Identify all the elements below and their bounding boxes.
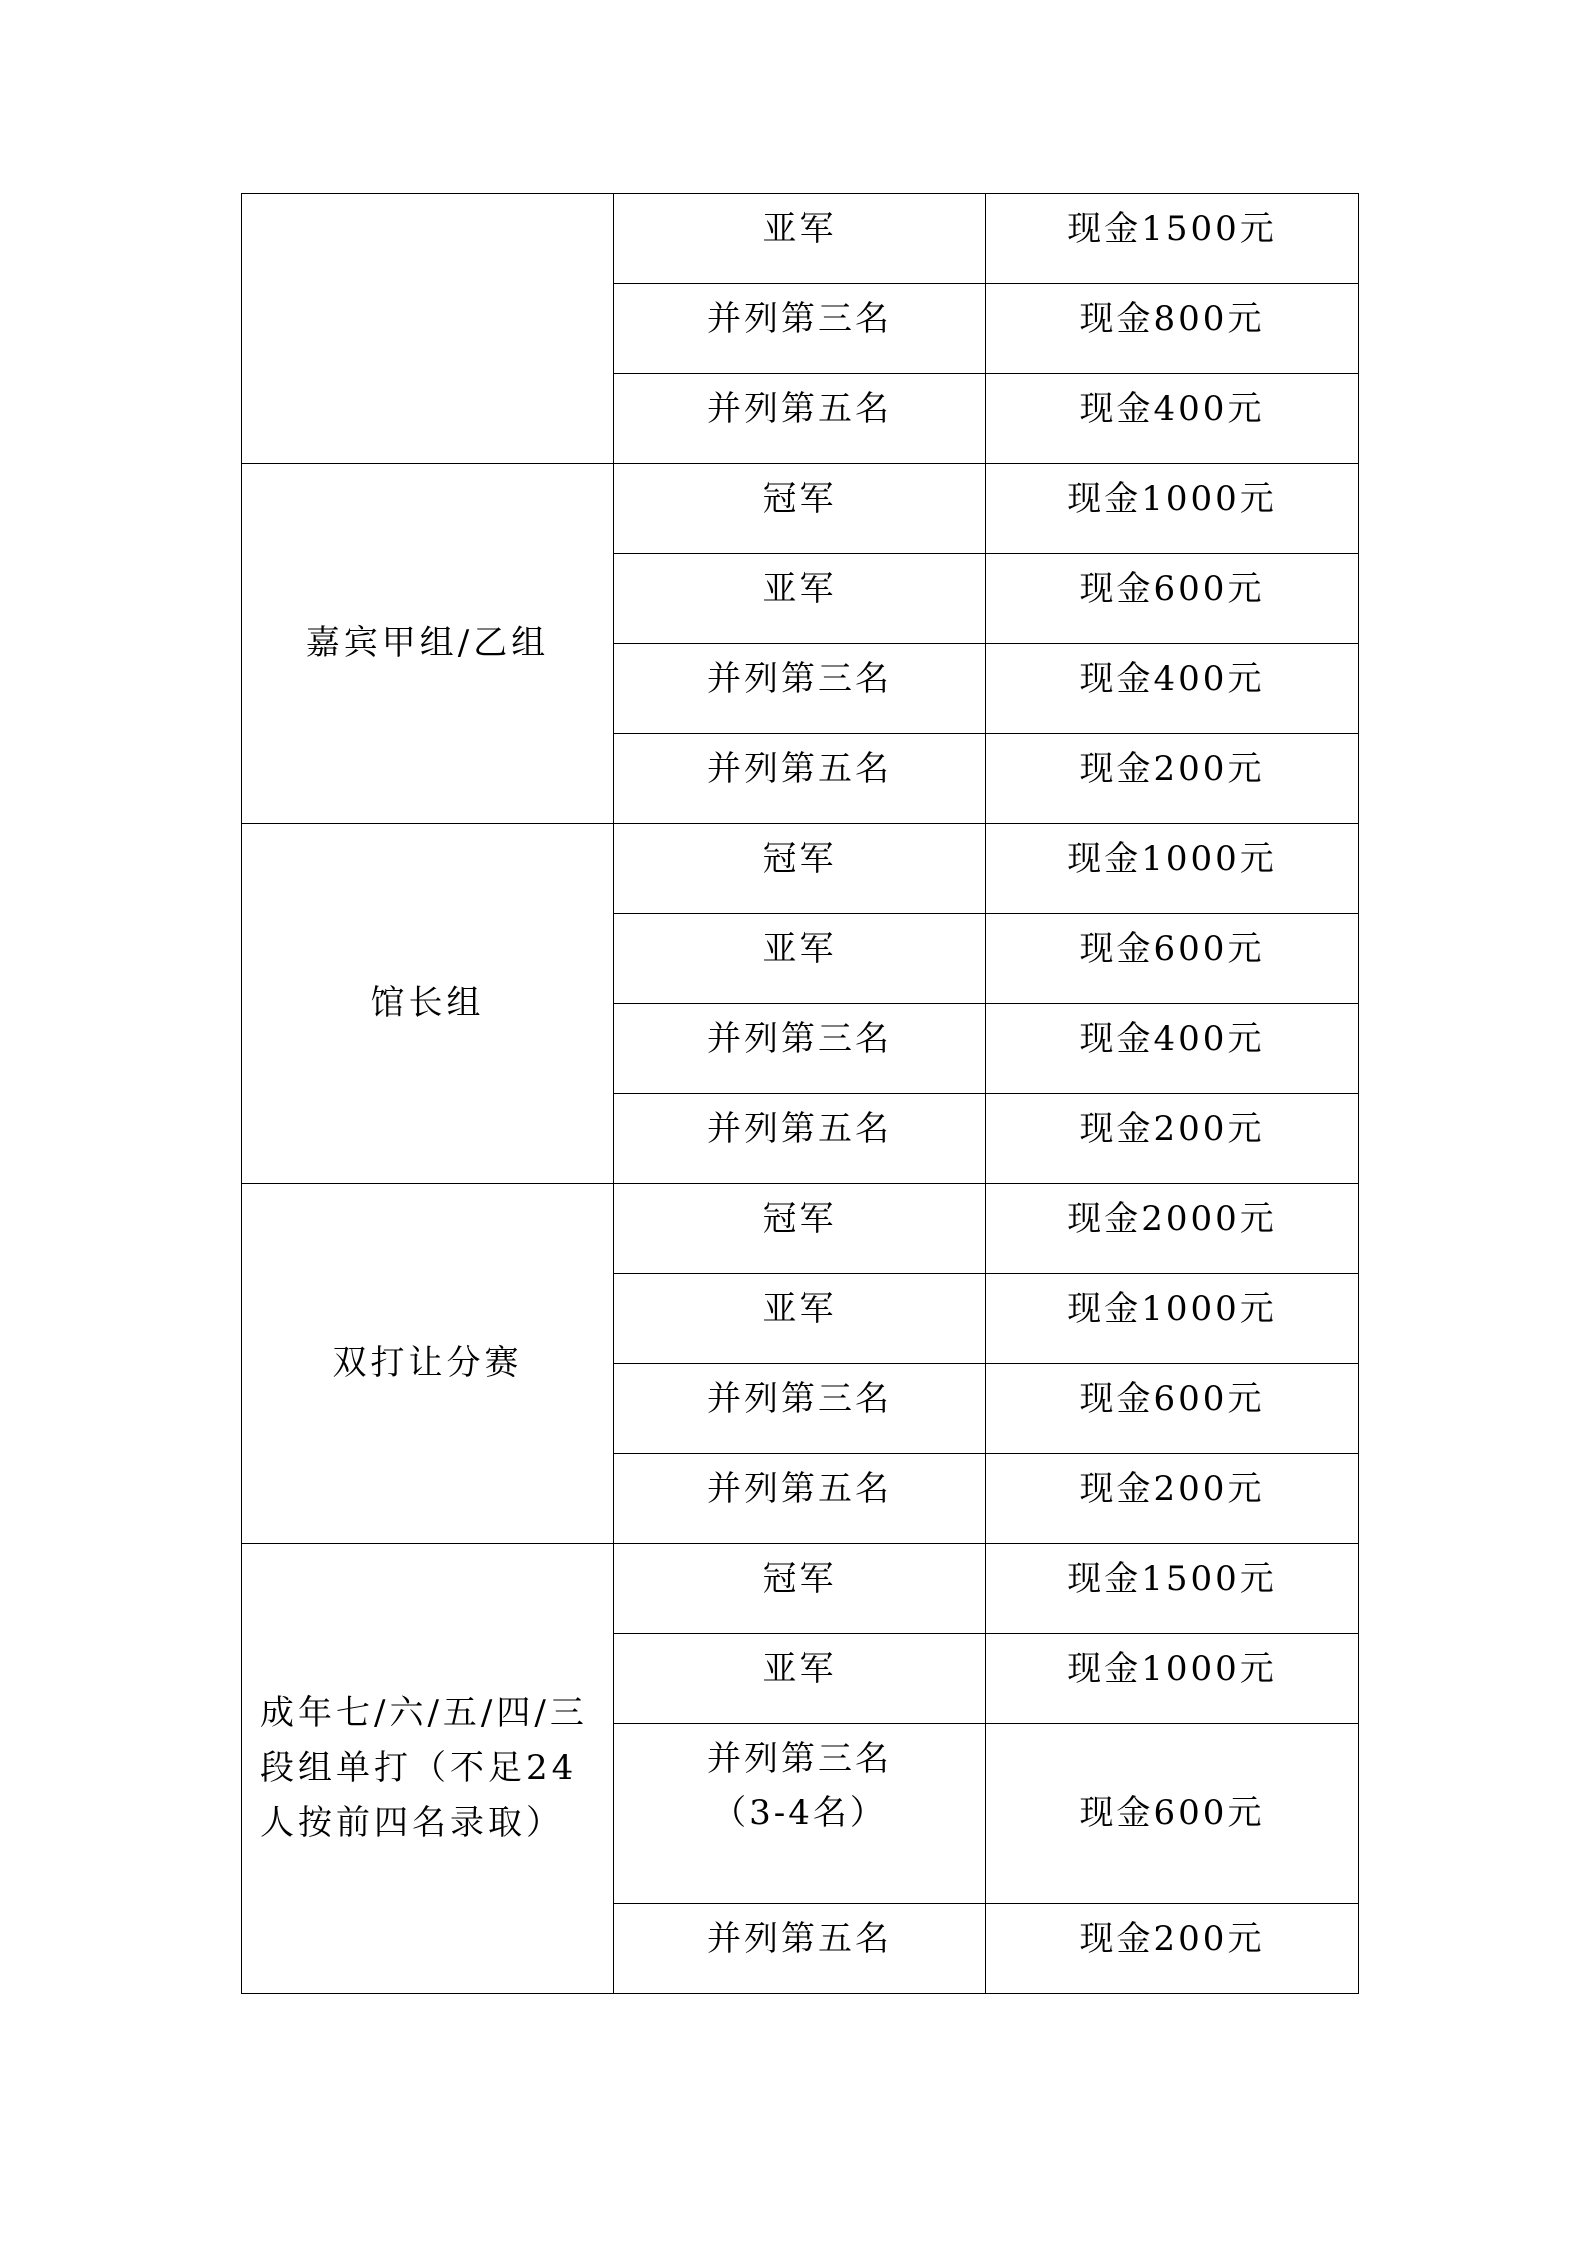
- rank-cell: 并列第五名: [614, 1454, 986, 1544]
- rank-cell: 亚军: [614, 194, 986, 284]
- group-cell: [242, 194, 614, 464]
- prize-cell: 现金600元: [986, 554, 1359, 644]
- table-row: [242, 1544, 1359, 1634]
- prize-cell: 现金1500元: [986, 1544, 1359, 1634]
- rank-cell: [614, 1724, 986, 1904]
- prize-cell: 现金1000元: [986, 1634, 1359, 1724]
- rank-cell: 亚军: [614, 1634, 986, 1724]
- rank-cell: 冠军: [614, 1184, 986, 1274]
- rank-text: 并列第三名: [707, 1739, 892, 1779]
- rank-cell: 并列第三名: [614, 1004, 986, 1094]
- prize-cell: 现金200元: [986, 734, 1359, 824]
- rank-cell: 并列第五名: [614, 734, 986, 824]
- rank-cell: 并列第三名: [614, 284, 986, 374]
- rank-cell: 冠军: [614, 824, 986, 914]
- group-cell: [242, 1184, 614, 1544]
- group-cell: [242, 824, 614, 1184]
- prize-cell: 现金200元: [986, 1454, 1359, 1544]
- prize-table: [241, 193, 1359, 1994]
- prize-cell: 现金400元: [986, 1004, 1359, 1094]
- rank-cell: 并列第五名: [614, 1094, 986, 1184]
- group-label: 馆长组: [370, 982, 485, 1023]
- rank-cell: 亚军: [614, 914, 986, 1004]
- rank-cell: 并列第三名: [614, 644, 986, 734]
- rank-cell: 并列第五名: [614, 374, 986, 464]
- group-cell: [242, 464, 614, 824]
- rank-cell: 亚军: [614, 554, 986, 644]
- prize-cell: 现金1000元: [986, 824, 1359, 914]
- rank-cell: 冠军: [614, 464, 986, 554]
- prize-cell: 现金600元: [986, 914, 1359, 1004]
- rank-cell: 并列第三名: [614, 1364, 986, 1454]
- group-cell: [242, 1544, 614, 1994]
- prize-cell: 现金1000元: [986, 1274, 1359, 1364]
- rank-cell: 并列第五名: [614, 1904, 986, 1994]
- prize-cell: 现金800元: [986, 284, 1359, 374]
- prize-cell: 现金1000元: [986, 464, 1359, 554]
- prize-cell: 现金400元: [986, 374, 1359, 464]
- prize-cell: 现金200元: [986, 1094, 1359, 1184]
- table-row: [242, 194, 1359, 284]
- table-row: [242, 1184, 1359, 1274]
- table-row: [242, 824, 1359, 914]
- group-label: 双打让分赛: [332, 1342, 523, 1383]
- prize-cell: 现金200元: [986, 1904, 1359, 1994]
- rank-cell: 亚军: [614, 1274, 986, 1364]
- prize-cell: 现金2000元: [986, 1184, 1359, 1274]
- rank-note: （3-4名）: [712, 1793, 887, 1834]
- prize-cell: 现金400元: [986, 644, 1359, 734]
- table-row: [242, 464, 1359, 554]
- prize-cell: 现金600元: [986, 1724, 1359, 1904]
- rank-cell: 冠军: [614, 1544, 986, 1634]
- group-label: 嘉宾甲组/乙组: [305, 622, 550, 663]
- prize-cell: 现金600元: [986, 1364, 1359, 1454]
- group-label: 成年七/六/五/四/三段组单打（不足24人按前四名录取）: [260, 1692, 588, 1844]
- prize-cell: 现金1500元: [986, 194, 1359, 284]
